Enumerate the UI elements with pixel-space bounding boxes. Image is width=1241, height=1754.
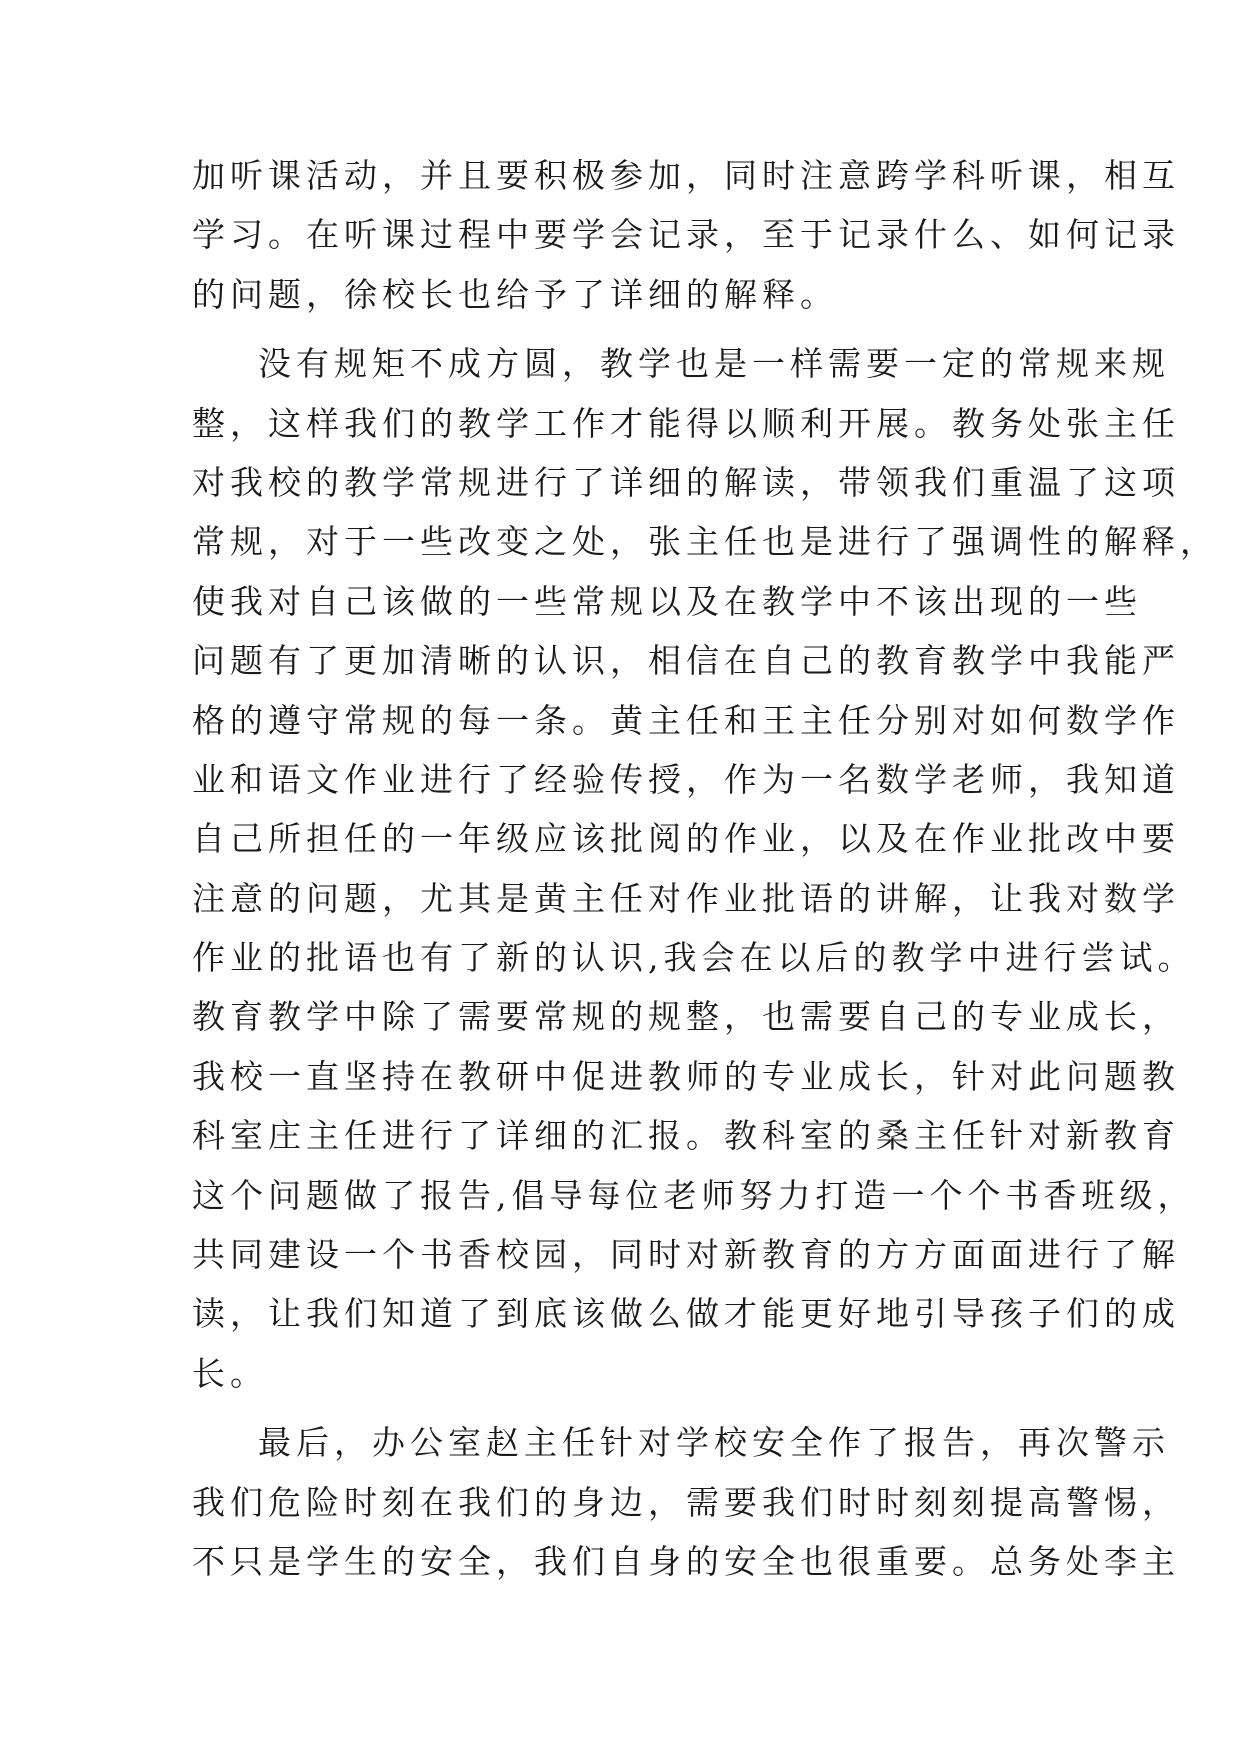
text-line: 加听课活动，并且要积极参加，同时注意跨学科听课，相互 <box>192 156 1180 195</box>
paragraph-3 <box>192 1413 1180 1591</box>
text-line: 共同建设一个书香校园，同时对新教育的方方面面进行了解 <box>192 1235 1180 1275</box>
text-line: 读，让我们知道了到底该做么做才能更好地引导孩子们的成 <box>192 1294 1180 1334</box>
text-line: 最后，办公室赵主任针对学校安全作了报告，再次警示 <box>258 1423 1170 1463</box>
text-line: 问题有了更加清晰的认识，相信在自己的教育教学中我能严 <box>192 641 1180 681</box>
text-line: 长。 <box>192 1353 268 1393</box>
text-line: 整，这样我们的教学工作才能得以顺利开展。教务处张主任 <box>192 403 1180 443</box>
text-line: 作业的批语也有了新的认识,我会在以后的教学中进行尝试。 <box>192 938 1196 978</box>
text-line: 我校一直坚持在教研中促进教师的专业成长，针对此问题教 <box>192 1056 1180 1096</box>
text-line: 使我对自己该做的一些常规以及在教学中不该出现的一些 <box>192 581 1142 621</box>
text-line: 科室庄主任进行了详细的汇报。教科室的桑主任针对新教育 <box>192 1116 1180 1156</box>
text-line: 格的遵守常规的每一条。黄主任和王主任分别对如何数学作 <box>192 700 1180 740</box>
text-line: 没有规矩不成方圆，教学也是一样需要一定的常规来规 <box>258 344 1170 384</box>
text-line: 这个问题做了报告,倡导每位老师努力打造一个个书香班级， <box>192 1175 1196 1215</box>
paragraph-spacing <box>192 324 1052 334</box>
text-line: 的问题，徐校长也给予了详细的解释。 <box>192 274 838 314</box>
text-line: 业和语文作业进行了经验传授，作为一名数学老师，我知道 <box>192 759 1180 799</box>
text-line: 自己所担任的一年级应该批阅的作业，以及在作业批改中要 <box>192 819 1180 859</box>
text-line: 教育教学中除了需要常规的规整，也需要自己的专业成长， <box>192 997 1180 1037</box>
text-line: 注意的问题，尤其是黄主任对作业批语的讲解，让我对数学 <box>192 878 1180 918</box>
paragraph-1 <box>192 146 1180 324</box>
text-line: 我们危险时刻在我们的身边，需要我们时时刻刻提高警惕， <box>192 1482 1180 1522</box>
paragraph-2 <box>192 334 1218 1403</box>
text-line: 对我校的教学常规进行了详细的解读，带领我们重温了这项 <box>192 462 1180 502</box>
text-line: 不只是学生的安全，我们自身的安全也很重要。总务处李主 <box>192 1541 1180 1581</box>
text-line: 常规，对于一些改变之处，张主任也是进行了强调性的解释， <box>192 522 1218 562</box>
paragraph-spacing <box>192 1403 1052 1413</box>
body-text <box>192 146 1218 1591</box>
text-line: 学习。在听课过程中要学会记录，至于记录什么、如何记录 <box>192 215 1180 255</box>
